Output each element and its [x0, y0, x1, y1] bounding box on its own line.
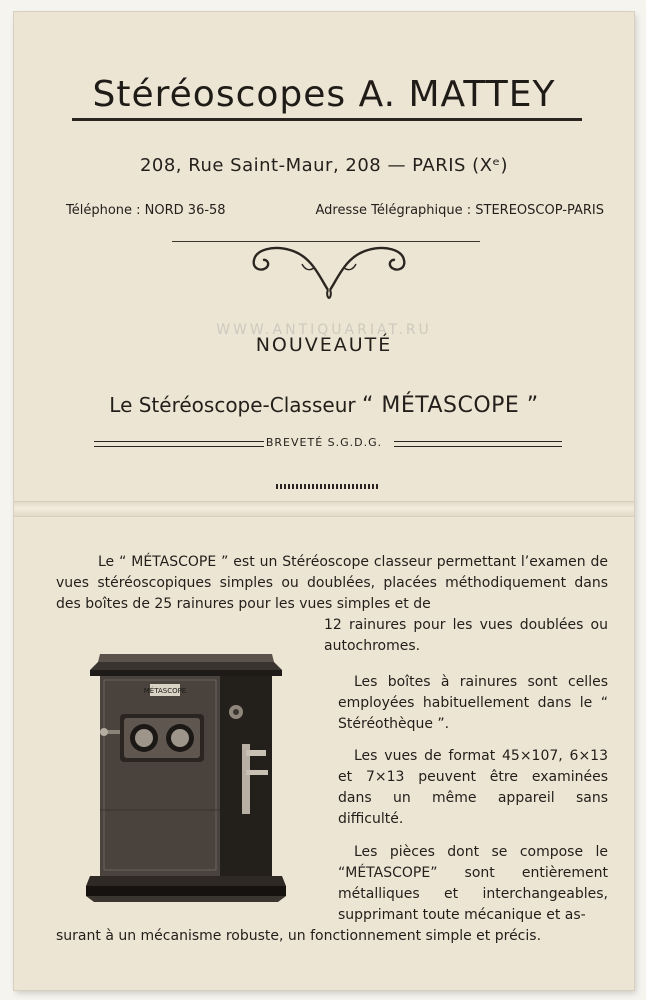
paragraph-parts: Les pièces dont se compose le “MÉTASCOPE” sont entièrement métalliques et interchangeables, supprimant toute mécanique et as-: [338, 844, 608, 923]
address-line: 208, Rue Saint-Maur, 208 — PARIS (Xᵉ): [139, 155, 509, 176]
double-rule-right: [394, 441, 562, 447]
telegraph-line: Adresse Télégraphique : STEREOSCOP-PARIS: [315, 203, 604, 218]
dotted-divider: [276, 484, 378, 489]
product-prefix: Le Stéréoscope-Classeur: [109, 393, 362, 417]
device-label-plate: MÉTASCOPE: [143, 687, 187, 695]
metascope-device-illustration: [86, 640, 286, 910]
paragraph-intro: Le “ MÉTASCOPE ” est un Stéréoscope classeur permettant l’examen de vues stéréoscopiques simples ou doublées, placées méthodiquement dans des boîtes de 25 rainures pour les vues simples et de: [56, 554, 608, 612]
paragraph-formats: Les vues de format 45×107, 6×13 et 7×13 peuvent être examinées dans un même appareil sans difficulté.: [338, 748, 608, 827]
nouveaute-heading: NOUVEAUTÉ: [255, 334, 393, 356]
brand-title: Stéréoscopes A. MATTEY: [92, 74, 556, 115]
catalog-sheet: [14, 12, 634, 990]
paragraph-boxes: Les boîtes à rainures sont celles employées habituellement dans le “ Stéréothèque ”.: [338, 674, 608, 732]
page-fold: [14, 501, 634, 517]
patent-note: BREVETÉ S.G.D.G.: [265, 436, 383, 449]
paragraph-intro-cont: 12 rainures pour les vues doublées ou autochromes.: [324, 617, 608, 654]
paragraph-parts-cont: surant à un mécanisme robuste, un fonctionnement simple et précis.: [56, 928, 542, 944]
product-name: “ MÉTASCOPE ”: [361, 393, 539, 418]
product-heading: [14, 393, 634, 418]
brand-underline: [72, 118, 582, 121]
scroll-ornament-icon: [242, 238, 416, 300]
watermark: WWW.ANTIQUARIAT.RU: [216, 322, 432, 338]
phone-line: Téléphone : NORD 36-58: [66, 203, 226, 218]
